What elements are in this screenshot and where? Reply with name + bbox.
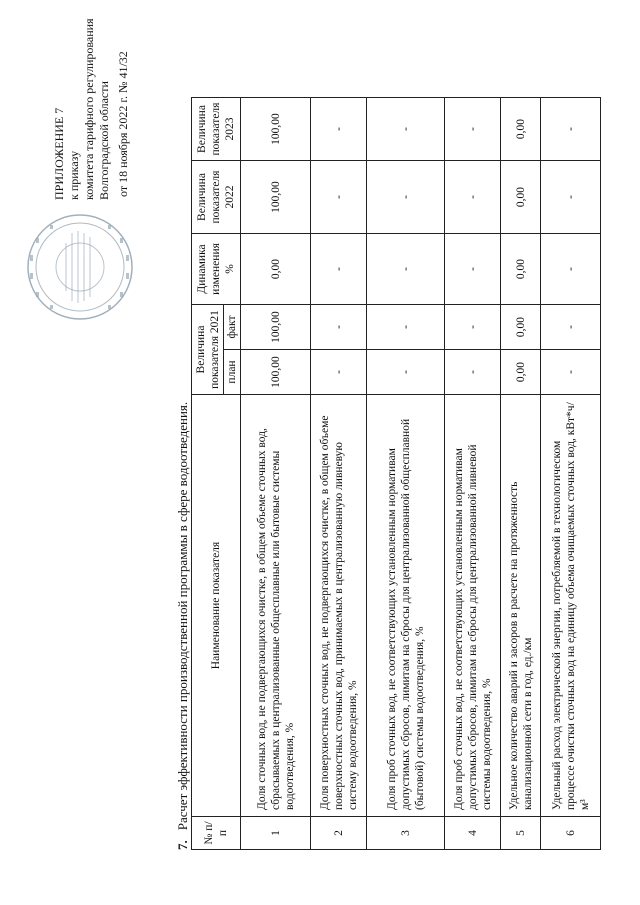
value-2023: - — [367, 98, 445, 161]
col-header-num: № п/п — [192, 817, 241, 850]
plan-2021-value: - — [445, 350, 501, 395]
plan-2021-value: - — [367, 350, 445, 395]
value-2023: - — [311, 98, 367, 161]
value-2022: - — [445, 161, 501, 234]
official-stamp — [20, 207, 140, 327]
dynamics-value: - — [445, 234, 501, 305]
indicator-name: Доля поверхностных сточных вод, не подвергающихся очистке, в общем объеме поверхностных сточных вод, принимаемых в централизованную ливневую систему водоотведения, % — [311, 395, 367, 817]
row-number: 6 — [541, 817, 601, 850]
row-number: 2 — [311, 817, 367, 850]
value-2022: - — [311, 161, 367, 234]
section-number: 7. — [175, 840, 190, 850]
value-2022: - — [367, 161, 445, 234]
plan-2021-value: 0,00 — [501, 350, 541, 395]
col-header-value-2021: Величина показателя 2021 — [192, 305, 224, 395]
value-2022: - — [541, 161, 601, 234]
table-row — [311, 98, 367, 850]
indicator-name: Удельное количество аварий и засоров в расчете на протяженность канализационной сети в год, ед./км — [501, 395, 541, 817]
fact-2021-value: 0,00 — [501, 305, 541, 350]
fact-2021-value: - — [541, 305, 601, 350]
row-number: 4 — [445, 817, 501, 850]
order-line: к приказу — [67, 150, 81, 200]
fact-2021-value: 100,00 — [241, 305, 311, 350]
dynamics-value: 0,00 — [501, 234, 541, 305]
indicators-table — [191, 97, 601, 850]
indicator-name: Доля проб сточных вод, не соответствующих установленным нормативам допустимых сбросов, лимитам на сбросы для централизованной ливневой системы водоотведения, % — [445, 395, 501, 817]
fact-2021-value: - — [445, 305, 501, 350]
table-row — [445, 98, 501, 850]
table-row — [367, 98, 445, 850]
col-header-plan: план — [224, 350, 241, 395]
fact-2021-value: - — [367, 305, 445, 350]
col-header-value-2023: Величина показателя 2023 — [192, 98, 241, 161]
appendix-title: ПРИЛОЖЕНИЕ 7 — [52, 107, 66, 200]
col-header-dynamics: Динамика изменения % — [192, 234, 241, 305]
row-number: 3 — [367, 817, 445, 850]
dynamics-value: - — [311, 234, 367, 305]
dynamics-value: - — [367, 234, 445, 305]
value-2023: - — [541, 98, 601, 161]
indicator-name: Доля проб сточных вод, не соответствующих установленным нормативам допустимых сбросов, лимитам на сбросы для централизованной общесплавной (бытовой) системы водоотведения, % — [367, 395, 445, 817]
dynamics-value: 0,00 — [241, 234, 311, 305]
indicator-name: Доля сточных вод, не подвергающихся очистке, в общем объеме сточных вод, сбрасываемых в централизованные общесплавные или бытовые системы водоотведения, % — [241, 395, 311, 817]
committee-line: комитета тарифного регулирования — [82, 18, 96, 200]
approval-header — [52, 5, 131, 205]
table-row — [541, 98, 601, 850]
row-number: 5 — [501, 817, 541, 850]
value-2022: 0,00 — [501, 161, 541, 234]
col-header-fact: факт — [224, 305, 241, 350]
col-header-name: Наименование показателя — [192, 395, 241, 817]
region-line: Волгоградской области — [97, 81, 111, 200]
col-header-value-2022: Величина показателя 2022 — [192, 161, 241, 234]
order-date-line: от 18 ноября 2022 г. № 41/32 — [116, 51, 130, 197]
plan-2021-value: - — [311, 350, 367, 395]
table-row — [241, 98, 311, 850]
dynamics-value: - — [541, 234, 601, 305]
section-heading — [175, 402, 191, 850]
plan-2021-value: 100,00 — [241, 350, 311, 395]
value-2023: 0,00 — [501, 98, 541, 161]
table-row — [501, 98, 541, 850]
fact-2021-value: - — [311, 305, 367, 350]
value-2023: 100,00 — [241, 98, 311, 161]
section-title: Расчет эффективности производственной программы в сфере водоотведения. — [175, 401, 190, 831]
row-number: 1 — [241, 817, 311, 850]
plan-2021-value: - — [541, 350, 601, 395]
indicator-name: Удельный расход электрической энергии, потребляемой в технологическом процессе очистки сточных вод на единицу объема очищаемых сточных вод, кВт*ч/м³ — [541, 395, 601, 817]
value-2022: 100,00 — [241, 161, 311, 234]
value-2023: - — [445, 98, 501, 161]
